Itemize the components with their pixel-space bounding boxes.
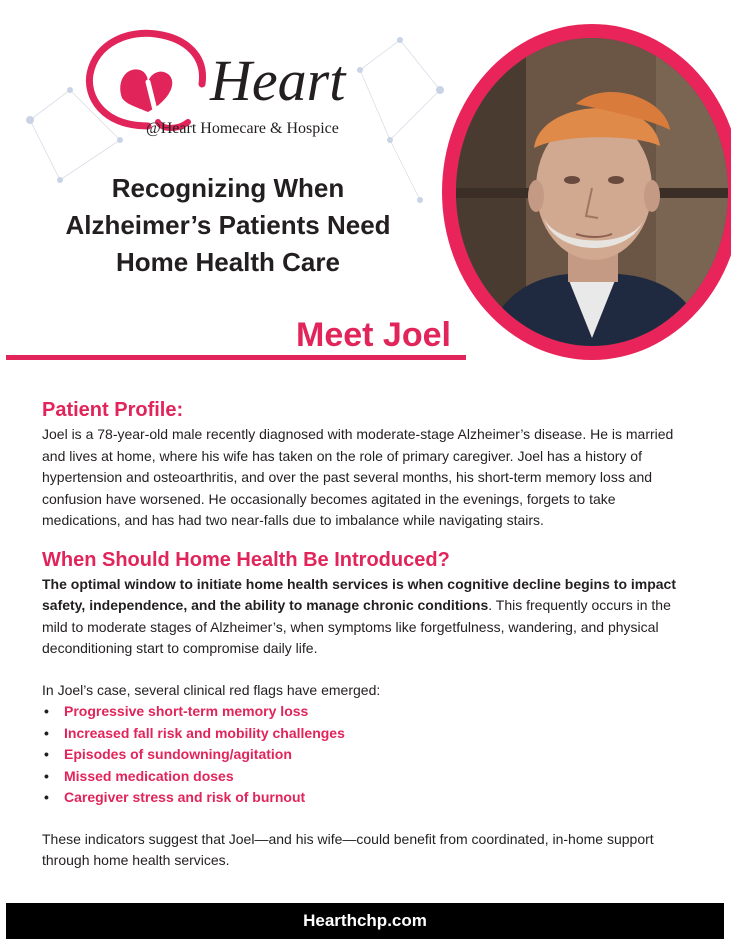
list-item-text: Episodes of sundowning/agitation [64, 746, 292, 762]
red-flags-list [42, 701, 692, 809]
when-paragraph [42, 574, 692, 660]
title-line: Home Health Care [116, 247, 340, 277]
list-item [42, 766, 692, 788]
bullet-icon: • [44, 789, 49, 805]
brand-subtitle: @Heart Homecare & Hospice [146, 120, 339, 137]
when-heading: When Should Home Health Be Introduced? [42, 548, 450, 571]
when-rest-text: . This frequently occurs in the mild to moderate stages of Alzheimer’s, when symptoms like forgetfulness, wandering, and physical deconditioning start to compromise daily life. [42, 597, 671, 656]
red-flags-intro: In Joel’s case, several clinical red flags have emerged: [42, 681, 381, 698]
when-bold-text: The optimal window to initiate home health services is when cognitive decline begins to impact safety, independence, and the ability to manage chronic conditions [42, 575, 677, 613]
list-item-text: Progressive short-term memory loss [64, 703, 309, 719]
bullet-icon: • [44, 703, 49, 719]
section-divider [6, 355, 466, 360]
profile-heading: Patient Profile: [42, 399, 184, 421]
list-item-text: Missed medication doses [64, 767, 234, 784]
profile-text: Joel is a 78-year-old male recently diagnosed with moderate-stage Alzheimer’s disease. He is married and lives at home, where his wife has taken on the role of primary caregiver. Joel has a history of hypertension and osteoarthritis, and over the past several months, his short-term memory loss and confusion have worsened. He occasionally becomes agitated in the evenings, forgets to take medications, and has had two near-falls due to imbalance while navigating stairs. [42, 426, 674, 528]
brand-wordmark: Heart [210, 48, 346, 113]
title-line: Recognizing When [111, 173, 345, 203]
list-item [42, 787, 692, 809]
patient-photo [456, 38, 728, 346]
list-item [42, 723, 692, 745]
meet-heading: Meet Joel [296, 316, 451, 354]
list-item [42, 744, 692, 766]
bullet-icon: • [44, 767, 49, 784]
list-item-text: Caregiver stress and risk of burnout [64, 789, 306, 805]
list-item-text: Increased fall risk and mobility challenges [64, 724, 345, 741]
title-line: Alzheimer’s Patients Need [65, 210, 391, 240]
bullet-icon: • [44, 724, 49, 741]
list-item [42, 701, 692, 723]
page-title [28, 170, 428, 281]
bullet-icon: • [44, 746, 49, 762]
main-content [42, 396, 692, 872]
footer-website-link[interactable]: Hearthchp.com [6, 903, 724, 939]
brand-logo [82, 26, 382, 141]
closing-text: These indicators suggest that Joel—and his wife—could benefit from coordinated, in-home support through home health services. [42, 830, 654, 868]
